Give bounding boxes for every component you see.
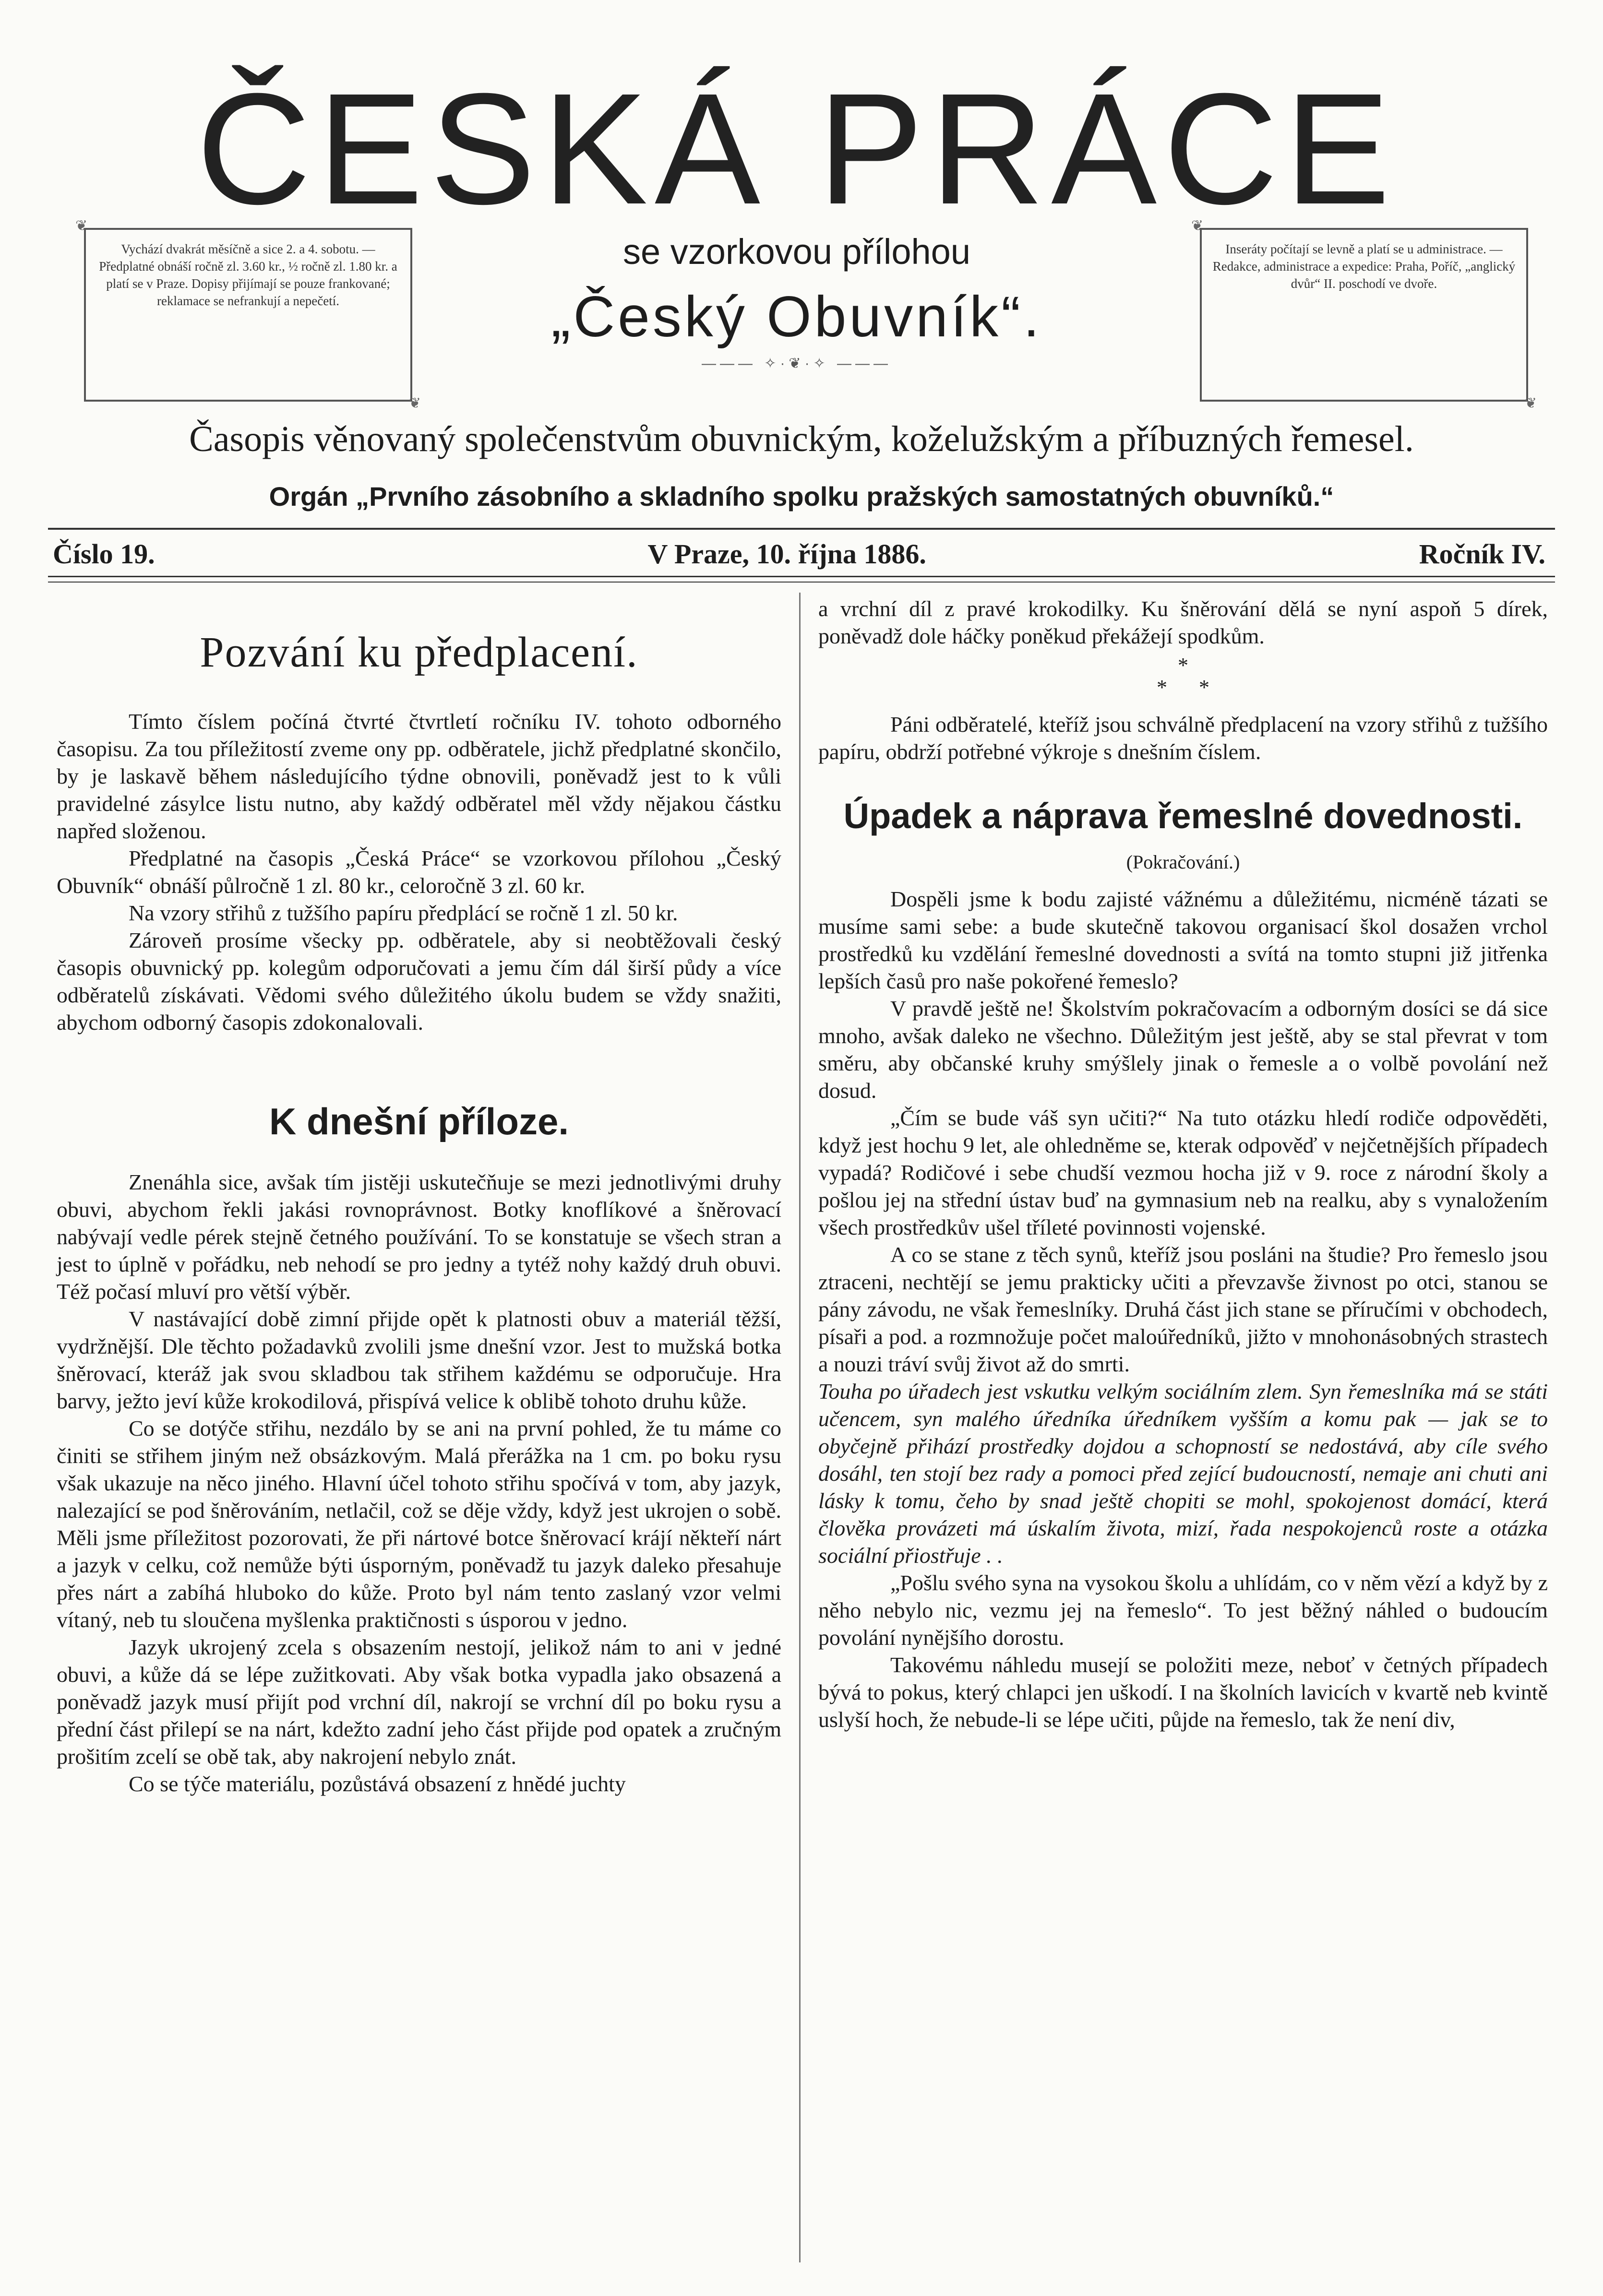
paragraph: „Čím se bude váš syn učiti?“ Na tuto otázku hledí rodiče odpověděti, když jest hochu 9 let, ale ohledněme se, kterak odpověď v nejčetnějších případech vypadá? Rodičové i sebe chudší vezmou hocha již v 9. roce z národní školy a pošlou jej na střední ústav buď na gymnasium neb na realku, aby s vynaložením všech prostředkův ušel tříleté povinnosti vojenské.: [818, 1106, 1548, 1239]
bottom-rule: [48, 576, 1555, 577]
article-heading-invitation: Pozvání ku předplacení.: [200, 629, 638, 676]
article-heading-supplement: K dnešní příloze.: [269, 1100, 569, 1142]
top-rule: [48, 528, 1555, 530]
paragraph: Dospěli jsme k bodu zajisté vážnému a důležitému, nicméně tázati se musíme sami sebe: a bude skutečně takovou organisací škol dosažen vrchol prostředků ku vzdělání řemeslné dovednosti a svítá na tomto stupni již jitřenka lepších časů pro naše pokořené řemeslo?: [818, 887, 1548, 993]
stars-line: * *: [1157, 676, 1209, 699]
paragraph: „Pošlu svého syna na vysokou školu a uhlídám, co v něm vězí a když by z něho nebylo nic, vezmu jej na řemeslo“. To jest běžný náhled o budoucím povolání nynějšího dorostu.: [818, 1570, 1548, 1650]
paragraph: Jazyk ukrojený zcela s obsazením nestojí, jelikož nám to ani v jedné obuvi, a kůže dá se lépe zužitkovati. Aby však botka vypadla jako obsazená a poněvadž jazyk musí přijít pod vrchní díl, nakrojí se vrchní díl po boku rysu a přední část přilepí se na nárt, kdežto zadní jeho část přijde pod opatek a zručným prošitím zcelí se obě tak, aby nakrojení nebylo znát.: [57, 1635, 781, 1769]
supplement-line: se vzorkovou přílohou: [623, 232, 970, 272]
stars-line: *: [1178, 654, 1188, 677]
paragraph: Tímto číslem počíná čtvrté čtvrtletí ročníku IV. tohoto odborného časopisu. Za tou příležitostí zveme ony pp. odběratele, jichž předplatné skončilo, by je laskavě během následujícího týdne obnovili, poněvadž jest to k vůli pravidelné zásylce listu nutno, aby každý odběratel měl vždy nějakou částku napřed složenou.: [57, 709, 781, 843]
issue-volume: Ročník IV.: [1419, 538, 1545, 570]
right-column: [818, 595, 1548, 1733]
paragraph: Zároveň prosíme všecky pp. odběratele, aby si neobtěžovali český časopis obuvnický pp. kolegům odporučovati a jemu čím dál širší půdy a více odběratelů získávati. Vědomi svého důležitého úkolu budem se vždy snažiti, abychom odborný časopis zdokonalovali.: [57, 928, 781, 1035]
issue-date: V Praze, 10. října 1886.: [647, 538, 926, 570]
bottom-rule-thin: [48, 582, 1555, 583]
masthead-title: ČESKÁ PRÁCE: [196, 60, 1397, 237]
article-heading-decline: Úpadek a náprava řemeslné dovednosti.: [843, 796, 1523, 836]
paragraph: Na vzory střihů z tužšího papíru předplácí se ročně 1 zl. 50 kr.: [129, 901, 678, 925]
supplement-title: „Český Obuvník“.: [551, 285, 1042, 349]
paragraph: Takovému náhledu musejí se položiti meze, neboť v četných případech bývá to pokus, který chlapci jen uškodí. I na školních lavicích v kvartě neb kvintě uslyší hoch, že nebude-li se lépe učiti, půjde na řemeslo, tak že není div,: [818, 1653, 1548, 1732]
column-separator: [799, 593, 801, 2262]
advertising-info-box: ❦ Inseráty počítají se levně a platí se u administrace. — Redakce, administrace a expedice: Praha, Poříč, „anglický dvůr“ II. poschodí ve dvoře. ❦: [1200, 228, 1528, 402]
paragraph: V nastávající době zimní přijde opět k platnosti obuv a materiál těžší, vydržnější. Dle těchto požadavků zvolili jsme dnešní vzor. Jest to mužská botka šněrovací, kteráž jak svou skladbou tak střihem každému se odporučuje. Hra barvy, ježto jeví kůže krokodilová, přispívá velice k oblibě tohoto druhu kůže.: [57, 1307, 781, 1413]
paragraph: a vrchní díl z pravé krokodilky. Ku šněrování dělá se nyní aspoň 5 dírek, poněvadž dole háčky poněkud překážejí spodkům.: [818, 596, 1548, 648]
paragraph: V pravdě ještě ne! Školstvím pokračovacím a odborným dosíci se dá sice mnoho, avšak daleko ne všechno. Důležitým jest ještě, aby se stal převrat v tom směru, aby občanské kruhy smýšlely jinak o řemesle a o volbě povolání než dosud.: [818, 996, 1548, 1103]
paragraph: Předplatné na časopis „Česká Práce“ se vzorkovou přílohou „Český Obuvník“ obnáší půlročně 1 zl. 80 kr., celoročně 3 zl. 60 kr.: [57, 846, 781, 898]
issue-info-bar: [53, 535, 1545, 573]
left-column: [57, 595, 781, 1797]
paragraph-italic: Touha po úřadech jest vskutku velkým sociálním zlem. Syn řemeslníka má se státi učencem, syn malého úředníka úředníkem vyšším a komu pak — jak se to obyčejně přihází prostředky dojdou a schopností se nedostává, aby cíle svého dosáhl, ten stojí bez rady a pomoci před zející budoucností, nemaje ani chuti ani lásky k tomu, čeho by snad ještě chopiti se mohl, spokojenost domácí, která člověka provázeti má úskalím života, mizí, řada nespokojenců roste a otázka sociální přiostřuje . .: [818, 1379, 1548, 1568]
subscription-info-box: ❦ Vychází dvakrát měsíčně a sice 2. a 4. sobotu. — Předplatné obnáší ročně zl. 3.60 kr., ½ ročně zl. 1.80 kr. a platí se v Praze. Dopisy přijímají se pouze frankované; reklamace se nefrankují a nepečetí. ❦: [84, 228, 412, 402]
paragraph: A co se stane z těch synů, kteříž jsou posláni na študie? Pro řemeslo jsou ztraceni, nechtějí se jemu prakticky učiti a převzavše živnost po otci, stanou se pány závodu, ne však řemeslníky. Druhá část jich stane se příručími v obchodech, písaři a pod. a rozmnožuje počet maloúředníků, jižto v mnohonásobných strastech a nouzi tráví svůj život až do smrti.: [818, 1242, 1548, 1376]
journal-organ: Orgán „Prvního zásobního a skladního spolku pražských samostatných obuvníků.“: [269, 481, 1334, 512]
paragraph: Páni odběratelé, kteříž jsou schválně předplacení na vzory střihů z tužšího papíru, obdrží potřebné výkroje s dnešním číslem.: [818, 712, 1548, 764]
issue-number: Číslo 19.: [53, 538, 155, 570]
paragraph: Co se dotýče střihu, nezdálo by se ani na první pohled, že tu máme co činiti se střihem jiným než obsázkovým. Malá přerážka na 1 cm. po boku rysu však ukazuje na něco jiného. Hlavní účel tohoto střihu spočívá v tom, aby jazyk, nalezající se pod šněrováním, netlačil, což se děje vždy, když jest ukrojen o sobě. Měli jsme příležitost pozorovati, že při nártové botce šněrovací krájí někteří nárt a jazyk v celku, což nemůže býti úsporným, poněvadž tu jazyk daleko přesahuje přes nárt a zabíhá hluboko do kůže. Proto byl nám tento zaslaný vzor velmi vítaný, neb tu sloučena myšlenka praktičnosti s úsporou v jedno.: [57, 1416, 781, 1632]
paragraph: Co se týče materiálu, pozůstává obsazení z hnědé juchty: [129, 1772, 626, 1796]
supplement-block: [403, 226, 1190, 372]
continuation-note: (Pokračování.): [1126, 851, 1240, 873]
paragraph: Znenáhla sice, avšak tím jistěji uskutečňuje se mezi jednotlivými druhy obuvi, abychom řekli jakási rovnoprávnost. Botky knoflíkové a šněrovací nabývají vedle pérek stejně četného používání. To se konstatuje se všech stran a jest to úplně v pořádku, neb nehodí se pro jedny a tytéž nohy každý druh obuvi. Též počasí mluví pro větší výběr.: [57, 1170, 781, 1304]
journal-subtitle: Časopis věnovaný společenstvům obuvnickým, koželužským a příbuzných řemesel.: [189, 419, 1414, 459]
ornament-divider: ——— ✧·❦·✧ ———: [701, 356, 892, 371]
section-stars: [818, 654, 1548, 699]
